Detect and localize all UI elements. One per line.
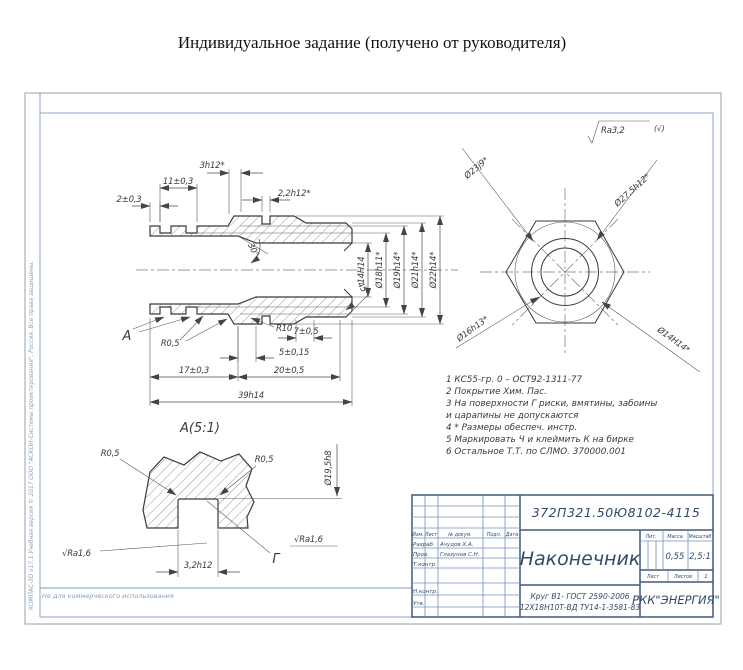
doc-number: 372П321.50Ю8102-4115	[531, 505, 701, 520]
detail-width-label: 3,2h12	[183, 561, 213, 571]
detail-dim-width	[156, 530, 240, 577]
dim-3-label: 3h12*	[199, 161, 225, 171]
roughness-suffix: (√)	[654, 124, 665, 133]
dim-d19-label: Ø19h14*	[393, 251, 403, 289]
header-sign: Подп.	[486, 533, 502, 538]
detail-r05-right-label: R0,5	[254, 455, 274, 465]
material-line1: Круг В1- ГОСТ 2590-2006	[530, 592, 630, 601]
note-1: 1 КС55-гр. 0 – ОСТ92-1311-77	[446, 375, 583, 385]
view-a-callout	[122, 317, 190, 344]
header-izm: Изм.	[412, 533, 424, 538]
technical-notes	[446, 375, 657, 457]
row-developer-label: Разраб.	[413, 542, 435, 548]
hex-dim-top-left-label: Ø23j9*	[462, 155, 491, 182]
scale-value: 2,5:1	[689, 552, 711, 562]
detail-ra-right-label: √Ra1,6	[294, 535, 323, 545]
roughness-mark	[588, 121, 665, 143]
sheet-label: Лист	[646, 575, 660, 580]
note-3a: 3 На поверхности Г риски, вмятины, забоины	[446, 399, 658, 409]
hex-dim-top-right-label: Ø27,5h12*	[612, 171, 653, 210]
hex-dim-bottom-left	[454, 297, 539, 348]
dim-39	[150, 320, 352, 406]
hex-dim-bottom-right-label: Ø14H14*	[655, 325, 692, 356]
dim-39-label: 39h14	[237, 391, 265, 401]
company-name: РКК"ЭНЕРГИЯ"	[632, 593, 720, 607]
dim-22	[242, 189, 310, 212]
dim-22-label: 2,2h12*	[277, 189, 311, 199]
view-a-label: А	[122, 329, 132, 344]
sheet-frame	[25, 93, 721, 624]
header-lit: Лит.	[645, 535, 657, 540]
hex-dim-bottom-left-label: Ø16h13*	[455, 314, 491, 345]
page-title: Индивидуальное задание (получено от руководителя)	[177, 33, 567, 52]
dim-r10-label: R10	[275, 324, 293, 334]
dim-7-label: 7±0,5	[293, 327, 319, 337]
header-date: Дата	[505, 533, 519, 538]
header-list: Лист	[424, 533, 438, 538]
dim-5-label: 5±0,15	[278, 348, 310, 358]
note-4: 4 * Размеры обеспеч. инстр.	[446, 423, 578, 433]
sheets-label: Листов	[674, 575, 692, 580]
dim-3	[200, 161, 263, 214]
hex-dim-top-right	[597, 160, 657, 240]
header-scale: Масштаб	[688, 535, 712, 540]
sheets-value: 1	[704, 574, 708, 580]
detail-r05-left-label: R0,5	[100, 449, 120, 459]
row-ncontrol-label: Н.контр.	[413, 589, 438, 595]
dim-17	[150, 318, 238, 381]
note-3b: и царапины не допускаются	[446, 411, 579, 421]
dim-2-label: 2±0,3	[116, 195, 142, 205]
note-2: 2 Покрытие Хим. Пас.	[446, 387, 547, 397]
dim-d22-label: Ø22h14*	[429, 251, 439, 289]
dim-d18-label: Ø18h11*	[375, 251, 385, 289]
title-block	[412, 495, 720, 617]
row-approve-label: Утв.	[413, 601, 425, 607]
part-name: Наконечник	[519, 548, 641, 570]
dim-2	[116, 195, 178, 222]
detail-dia-label: Ø19,5h8	[324, 450, 334, 486]
angle-30-label: 30°	[244, 241, 261, 259]
dim-20-label: 20±0,5	[273, 366, 305, 376]
dim-11-label: 11±0,3	[162, 177, 194, 187]
detail-view-a	[62, 421, 342, 577]
main-section-view	[116, 161, 458, 406]
detail-ra-left	[62, 543, 207, 559]
row-tcontrol-label: Т.контр.	[413, 562, 437, 568]
detail-blob	[143, 452, 254, 528]
row-developer-name: Ачудов Х.А.	[440, 542, 474, 548]
detail-ra-right	[290, 535, 338, 546]
part-top-wall	[150, 216, 352, 243]
row-checker-label: Пров.	[413, 552, 429, 558]
hex-dim-bottom-right	[602, 302, 700, 372]
note-6: 6 Остальное Т.Т. по СЛМО. 370000.001	[446, 447, 626, 457]
detail-title: А(5:1)	[180, 421, 220, 436]
dim-r05-label: R0,5	[160, 339, 180, 349]
detail-surface-label: Г	[272, 552, 280, 567]
watermark-side-text: КОМПАС-3D v17.1 Учебная версия © 2017 ООО "АСКОН-Системы проектирования", Россия. Все права защищены.	[29, 260, 35, 610]
dim-r05	[161, 316, 227, 349]
dim-d21-label: Ø21h14*	[411, 251, 421, 289]
dim-d14-label: 14H14	[357, 256, 367, 284]
watermark-bottom-text: Не для коммерческого использования	[42, 592, 174, 600]
detail-ra-left-label: √Ra1,6	[62, 549, 91, 559]
angle-45-label: 45°	[354, 280, 371, 298]
header-doc: № докум.	[448, 533, 472, 538]
hex-dim-top-left	[461, 148, 533, 241]
dim-11	[160, 177, 197, 222]
note-5: 5 Маркировать Ч и клеймить К на бирке	[446, 435, 634, 445]
mass-value: 0,55	[665, 552, 685, 562]
dim-17-label: 17±0,3	[178, 366, 210, 376]
row-checker-name: Глазунов С.Н.	[440, 552, 480, 558]
detail-dia	[323, 444, 337, 496]
header-mass: Масса	[667, 535, 683, 540]
hex-end-view	[454, 121, 700, 372]
material-line2: 12Х18Н10Т-ВД ТУ14-1-3581-83	[519, 603, 641, 612]
roughness-value: Ra3,2	[601, 126, 625, 136]
